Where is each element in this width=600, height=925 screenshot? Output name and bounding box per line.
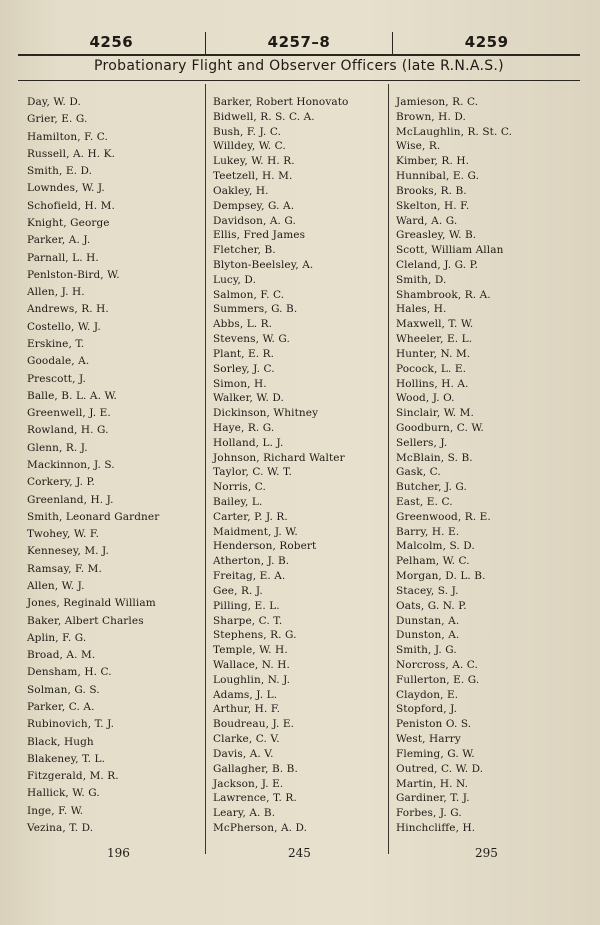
name-entry: Broad, A. M. [27, 649, 96, 662]
name-entry: Lucy, D. [213, 273, 257, 286]
name-entry: Holland, L. J. [213, 436, 284, 449]
name-entry: Pocock, L. E. [396, 362, 467, 375]
name-entry: Abbs, L. R. [213, 318, 273, 331]
name-entry: Costello, W. J. [27, 320, 101, 333]
name-entry: Kennesey, M. J. [27, 545, 109, 558]
name-entry: Rubinovich, T. J. [27, 718, 115, 731]
name-entry: Wallace, N. H. [213, 659, 290, 672]
name-entry: Scott, William Allan [396, 244, 504, 257]
name-entry: Loughlin, N. J. [213, 673, 291, 686]
title-rule [18, 80, 580, 81]
name-entry: Taylor, C. W. T. [213, 466, 292, 479]
name-entry: Leary, A. B. [213, 807, 276, 820]
name-entry: Smith, Leonard Gardner [27, 510, 160, 523]
name-entry: Dempsey, G. A. [213, 199, 295, 212]
name-entry: Peniston O. S. [396, 718, 472, 731]
name-entry: Walker, W. D. [213, 392, 284, 405]
name-entry: Wheeler, E. L. [396, 333, 473, 346]
name-entry: Lowndes, W. J. [27, 182, 105, 195]
name-entry: Hamilton, F. C. [27, 130, 108, 143]
name-entry: Parker, A. J. [27, 234, 91, 247]
name-entry: Ward, A. G. [396, 214, 458, 227]
name-entry: Inge, F. W. [27, 804, 84, 817]
name-entry: Goodale, A. [27, 355, 90, 368]
name-entry: Malcolm, S. D. [396, 540, 475, 553]
name-entry: Hollins, H. A. [396, 377, 469, 390]
name-entry: Freitag, E. A. [213, 570, 286, 583]
name-entry: Cleland, J. G. P. [396, 258, 479, 271]
name-entry: Blyton-Beelsley, A. [213, 258, 314, 271]
page-number-1: 196 [107, 846, 130, 860]
name-entry: Bidwell, R. S. C. A. [213, 110, 315, 123]
name-entry: Goodburn, C. W. [396, 421, 484, 434]
name-entry: Morgan, D. L. B. [396, 570, 486, 583]
name-entry: McPherson, A. D. [213, 822, 308, 834]
name-entry: Dunstan, A. [396, 614, 460, 627]
name-entry: Ramsay, F. M. [27, 562, 102, 575]
name-entry: Haye, R. G. [213, 421, 275, 434]
name-entry: Sharpe, C. T. [213, 614, 283, 627]
name-entry: Solman, G. S. [27, 683, 100, 696]
name-entry: Fleming, G. W. [396, 747, 475, 760]
name-entry: Penlston-Bird, W. [27, 268, 120, 281]
name-entry: Russell, A. H. K. [27, 147, 116, 160]
name-entry: Dickinson, Whitney [213, 407, 319, 420]
name-entry: Vezina, T. D. [27, 822, 94, 834]
name-entry: Pilling, E. L. [213, 599, 280, 612]
name-entry: Stopford, J. [396, 703, 458, 716]
header-middle: 4257–8 [205, 32, 394, 54]
name-entry: Skelton, H. F. [396, 199, 470, 212]
name-entry: Summers, G. B. [213, 303, 298, 316]
name-entry: Carter, P. J. R. [213, 510, 288, 523]
name-entry: Temple, W. H. [213, 644, 288, 657]
name-entry: Teetzell, H. M. [213, 170, 293, 183]
name-entry: Corkery, J. P. [27, 476, 95, 489]
name-entry: Outred, C. W. D. [396, 762, 484, 775]
name-entry: Bush, F. J. C. [213, 125, 282, 138]
page-number-3: 295 [475, 846, 498, 860]
name-entry: Norris, C. [213, 481, 266, 494]
header-left: 4256 [89, 33, 134, 51]
name-entry: Hales, H. [396, 303, 447, 316]
name-entry: Stephens, R. G. [213, 629, 297, 642]
name-entry: Plant, E. R. [213, 347, 275, 360]
name-entry: Martin, H. N. [396, 777, 469, 790]
name-entry: Parker, C. A. [27, 701, 95, 713]
name-entry: Black, Hugh [27, 735, 94, 748]
name-entry: Fletcher, B. [213, 244, 276, 257]
section-title: Probationary Flight and Observer Officers (late R.N.A.S.) [94, 58, 504, 74]
name-entry: Gask, C. [396, 466, 441, 479]
name-entry: McLaughlin, R. St. C. [396, 125, 513, 138]
name-entry: Butcher, J. G. [396, 481, 467, 494]
name-entry: Allen, J. H. [27, 286, 85, 299]
name-entry: Sinclair, W. M. [396, 407, 474, 420]
name-entry: Arthur, H. F. [213, 703, 281, 716]
name-entry: Hunter, N. M. [396, 347, 471, 360]
name-entry: Gardiner, T. J. [396, 792, 470, 805]
name-entry: Aplin, F. G. [27, 631, 87, 644]
name-entry: Dunston, A. [396, 629, 460, 642]
name-entry: Kimber, R. H. [396, 155, 470, 168]
name-entry: Prescott, J. [27, 372, 86, 385]
name-entry: Hunnibal, E. G. [396, 170, 480, 183]
name-entry: Lukey, W. H. R. [213, 155, 295, 168]
name-entry: Gallagher, B. B. [213, 762, 298, 775]
name-entry: Sorley, J. C. [213, 362, 275, 375]
name-entry: Schofield, H. M. [27, 199, 115, 212]
name-entry: Adams, J. L. [213, 688, 278, 701]
name-entry: Forbes, J. G. [396, 807, 462, 820]
name-entry: Balle, B. L. A. W. [27, 389, 117, 402]
name-entry: Jackson, J. E. [213, 777, 284, 790]
name-entry: Ellis, Fred James [213, 229, 306, 242]
name-entry: Densham, H. C. [27, 666, 112, 679]
name-entry: Jamieson, R. C. [396, 96, 479, 108]
name-entry: Baker, Albert Charles [27, 614, 144, 627]
name-entry: Bailey, L. [213, 496, 263, 509]
name-entry: Greenland, H. J. [27, 493, 114, 506]
name-entry: Smith, E. D. [27, 165, 93, 178]
name-entry: Johnson, Richard Walter [213, 451, 345, 464]
name-entry: Hinchcliffe, H. [396, 822, 476, 834]
name-entry: Lawrence, T. R. [213, 792, 297, 805]
name-entry: Norcross, A. C. [396, 659, 478, 672]
name-entry: Twohey, W. F. [27, 528, 100, 541]
name-entry: Knight, George [27, 217, 110, 229]
name-entry: Willdey, W. C. [213, 140, 286, 153]
name-entry: Hallick, W. G. [27, 787, 100, 800]
column-divider-1 [205, 84, 206, 854]
name-entry: West, Harry [396, 733, 461, 746]
name-entry: Smith, J. G. [396, 644, 457, 657]
name-entry: Oakley, H. [213, 184, 269, 197]
name-entry: Clarke, C. V. [213, 733, 280, 746]
name-entry: Grier, E. G. [27, 113, 88, 126]
name-entry: Greenwell, J. E. [27, 407, 111, 420]
name-entry: Davis, A. V. [213, 747, 274, 760]
name-entry: Fullerton, E. G. [396, 673, 480, 686]
name-entry: Glenn, R. J. [27, 441, 88, 454]
name-entry: Simon, H. [213, 377, 267, 390]
name-entry: Greenwood, R. E. [396, 510, 491, 523]
name-entry: Atherton, J. B. [213, 555, 290, 568]
name-entry: Maxwell, T. W. [396, 318, 474, 331]
name-entry: Boudreau, J. E. [213, 718, 295, 731]
name-entry: McBlain, S. B. [396, 451, 473, 464]
name-entry: Barker, Robert Honovato [213, 96, 349, 108]
name-entry: Andrews, R. H. [27, 303, 109, 316]
name-entry: Shambrook, R. A. [396, 288, 491, 301]
name-entry: Brooks, R. B. [396, 184, 467, 197]
header-right: 4259 [464, 33, 509, 51]
name-entry: Erskine, T. [27, 338, 85, 350]
name-entry: Salmon, F. C. [213, 288, 285, 301]
name-entry: Pelham, W. C. [396, 555, 470, 568]
name-entry: Smith, D. [396, 273, 447, 286]
name-entry: Parnall, L. H. [27, 251, 99, 264]
name-entry: Wood, J. O. [396, 392, 455, 405]
name-entry: Henderson, Robert [213, 540, 317, 553]
name-entry: Wise, R. [396, 140, 441, 153]
name-entry: Davidson, A. G. [213, 214, 296, 227]
name-entry: Rowland, H. G. [27, 424, 109, 437]
name-entry: Stevens, W. G. [213, 333, 290, 346]
name-entry: Stacey, S. J. [396, 584, 459, 597]
name-entry: Sellers, J. [396, 436, 448, 449]
name-entry: Claydon, E. [396, 688, 459, 701]
name-entry: Fitzgerald, M. R. [27, 770, 119, 783]
name-entry: Gee, R. J. [213, 584, 263, 597]
column-divider-2 [388, 84, 389, 854]
name-entry: Brown, H. D. [396, 110, 466, 123]
page-number-2: 245 [288, 846, 311, 860]
name-entry: Mackinnon, J. S. [27, 459, 115, 471]
name-entry: East, E. C. [396, 496, 453, 509]
name-entry: Maidment, J. W. [213, 525, 298, 538]
name-entry: Greasley, W. B. [396, 229, 477, 242]
name-entry: Oats, G. N. P. [396, 599, 467, 612]
name-entry: Barry, H. E. [396, 525, 460, 538]
name-entry: Day, W. D. [27, 96, 81, 108]
name-entry: Jones, Reginald William [27, 597, 156, 610]
register-header [18, 32, 580, 56]
name-entry: Allen, W. J. [27, 580, 85, 592]
name-entry: Blakeney, T. L. [27, 752, 106, 765]
